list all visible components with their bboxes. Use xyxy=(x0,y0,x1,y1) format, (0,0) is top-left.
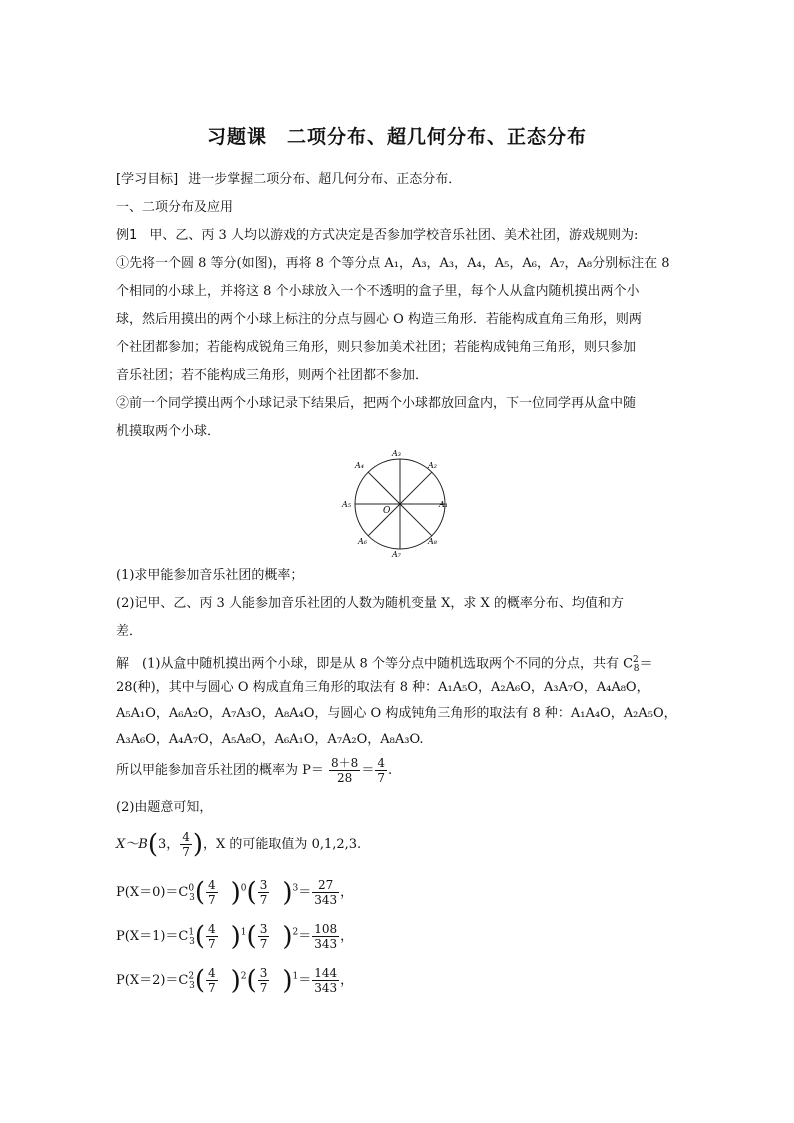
comma: ， xyxy=(340,929,354,944)
fraction-sum xyxy=(329,756,360,785)
comb-sub-2: 3 xyxy=(189,980,195,991)
exp-2: 3 xyxy=(292,883,299,894)
frac-4-7 xyxy=(206,966,218,995)
frac-result-2 xyxy=(312,966,339,995)
comb-sup-0: 0 xyxy=(188,883,195,894)
solution-line-3: A₅A₁O，A₆A₂O，A₇A₃O，A₈A₄O，与圆心 O 构成钝角三角形的取法有 8 种：A₁A₄O，A₂A₅O， xyxy=(116,706,677,721)
comb-sup: 2 xyxy=(633,655,639,665)
n: 4 xyxy=(208,966,216,980)
binomial-values: ，X 的可能取值为 0,1,2,3. xyxy=(203,837,362,852)
label-a2: A₂ xyxy=(428,461,437,470)
example-text-1: 甲、乙、丙 3 人均以游戏的方式决定是否参加学校音乐社团、美术社团，游戏规则为: xyxy=(149,228,639,243)
n: 3 xyxy=(259,922,268,936)
comb-sub-1: 3 xyxy=(189,936,195,947)
comb-sub: 8 xyxy=(633,663,640,674)
eq: ＝ xyxy=(298,929,312,944)
solution-line-2: 28(种)，其中与圆心 O 构成直角三角形的取法有 8 种：A₁A₅O，A₂A₆O，A₃A₇O，A₄A₈O， xyxy=(116,680,650,695)
frac-3-7 xyxy=(258,966,270,995)
equals: ＝ xyxy=(361,763,375,778)
frac-result-1 xyxy=(312,922,339,951)
comb-sup-2: 2 xyxy=(188,971,195,982)
comb-sub-0: 3 xyxy=(189,892,195,903)
section-heading: 一、二项分布及应用 xyxy=(116,200,234,215)
example-line-5: 个社团都参加；若能构成锐角三角形，则只参加美术社团；若能构成钝角三角形，则只参加 xyxy=(116,340,637,355)
question-2a: (2)记甲、乙、丙 3 人能参加音乐社团的人数为随机变量 X，求 X 的概率分布、均值和方 xyxy=(116,596,624,611)
solution-line-6: (2)由题意可知， xyxy=(116,800,213,815)
prob-x0: $P(X=0)=C^0_3$( $\frac{4}{7}$ )$^0$( $\frac{3}{7}$ )$^3$＝ $\frac{27}{343}$ ， xyxy=(116,877,354,908)
solution-line-5 xyxy=(116,756,392,785)
example-line-4: 球，然后用摸出的两个小球上标注的分点与圆心 O 构造三角形．若能构成直角三角形，则两 xyxy=(116,312,642,327)
d: 7 xyxy=(259,937,268,951)
binomial-p xyxy=(180,830,192,859)
exp-2: 2 xyxy=(292,927,299,938)
example-line-2: ①先将一个圆 8 等分(如图)，再将 8 个等分点 A₁，A₃，A₃，A₄，A₅，A₆，A₇，A₈分别标注在 8 xyxy=(116,256,670,271)
learning-objective xyxy=(116,172,461,188)
objective-text: 进一步掌握二项分布、超几何分布、正态分布． xyxy=(188,172,462,187)
eq: ＝ xyxy=(298,885,312,900)
n: 3 xyxy=(259,966,268,980)
frac-result-0 xyxy=(312,878,339,907)
p-den: 7 xyxy=(182,845,190,859)
d: 343 xyxy=(314,981,338,995)
binomial-line: X～B(3， $\frac{4}{7}$ )，X 的可能取值为 0,1,2,3. xyxy=(116,829,362,860)
label-a7: A₇ xyxy=(392,550,401,559)
label-a6: A₆ xyxy=(358,537,367,546)
label-a4: A₄ xyxy=(355,461,364,470)
fraction-num-2: 4 xyxy=(377,756,385,770)
prob-intro: 所以甲能参加音乐社团的概率为 P＝ xyxy=(116,763,324,778)
comb-sup-1: 1 xyxy=(188,927,195,938)
solution-line-1 xyxy=(116,652,653,677)
solution-text-1: 解 (1)从盒中随机摸出两个小球，即是从 8 个等分点中随机选取两个不同的分点，共有 C xyxy=(116,656,634,672)
solution-line-4: A₃A₆O，A₄A₇O，A₅A₈O，A₆A₁O，A₇A₂O，A₈A₃O. xyxy=(116,732,424,747)
fraction-result xyxy=(375,756,387,785)
exp-1: 0 xyxy=(240,883,247,894)
circle-diagram xyxy=(330,442,470,562)
label-a1: A₁ xyxy=(439,500,448,509)
n: 3 xyxy=(259,878,268,892)
frac-4-7 xyxy=(206,878,218,907)
n: 108 xyxy=(314,922,338,936)
p-num: 4 xyxy=(182,830,190,844)
exp-2: 1 xyxy=(292,971,299,982)
prob-x2-label: P(X＝2)＝C xyxy=(116,973,189,988)
example-line-1 xyxy=(116,228,638,244)
binomial-notation: X～B xyxy=(116,837,148,852)
frac-4-7 xyxy=(206,922,218,951)
eq: ＝ xyxy=(298,973,312,988)
d: 7 xyxy=(259,981,268,995)
n: 4 xyxy=(208,878,216,892)
example-line-6: 音乐社团；若不能构成三角形，则两个社团都不参加． xyxy=(116,368,429,383)
prob-x1: $P(X=1)=C^1_3$( $\frac{4}{7}$ )$^1$( $\frac{3}{7}$ )$^2$＝ $\frac{108}{343}$ ， xyxy=(116,921,354,952)
frac-3-7 xyxy=(258,922,270,951)
binomial-n: 3， xyxy=(157,837,180,852)
objective-label: [学习目标] xyxy=(116,172,179,187)
n: 144 xyxy=(314,966,338,980)
d: 343 xyxy=(314,937,338,951)
prob-x1-label: P(X＝1)＝C xyxy=(116,929,189,944)
example-line-3: 个相同的小球上，并将这 8 个小球放入一个不透明的盒子里，每个人从盒内随机摸出两个小 xyxy=(116,284,640,299)
example-line-8: 机摸取两个小球． xyxy=(116,424,221,439)
d: 7 xyxy=(259,893,268,907)
comma: ， xyxy=(340,885,354,900)
d: 7 xyxy=(208,981,216,995)
label-a8: A₈ xyxy=(428,537,437,546)
comma: ， xyxy=(340,973,354,988)
exp-1: 1 xyxy=(240,927,247,938)
d: 7 xyxy=(208,937,216,951)
prob-x0-label: P(X＝0)＝C xyxy=(116,885,189,900)
prob-x2: $P(X=2)=C^2_3$( $\frac{4}{7}$ )$^2$( $\frac{3}{7}$ )$^1$＝ $\frac{144}{343}$ ， xyxy=(116,965,354,996)
frac-3-7 xyxy=(258,878,270,907)
d: 7 xyxy=(208,893,216,907)
label-a3: A₃ xyxy=(392,449,401,458)
label-center: O xyxy=(383,506,391,516)
n: 27 xyxy=(312,878,339,893)
equals-sign: ＝ xyxy=(639,656,653,672)
d: 343 xyxy=(314,893,338,907)
n: 4 xyxy=(208,922,216,936)
question-2b: 差． xyxy=(116,624,143,639)
period: . xyxy=(387,763,393,778)
fraction-num: 8＋8 xyxy=(331,756,359,770)
exp-1: 2 xyxy=(240,971,247,982)
example-line-7: ②前一个同学摸出两个小球记录下结果后，把两个小球都放回盒内，下一位同学再从盒中随 xyxy=(116,396,637,411)
fraction-den: 28 xyxy=(337,771,353,785)
label-a5: A₅ xyxy=(342,500,351,509)
page-title: 习题课 二项分布、超几何分布、正态分布 xyxy=(206,126,587,148)
question-1: (1)求甲能参加音乐社团的概率； xyxy=(116,568,304,583)
fraction-den-2: 7 xyxy=(377,771,385,785)
example-label: 例1 xyxy=(116,228,138,243)
